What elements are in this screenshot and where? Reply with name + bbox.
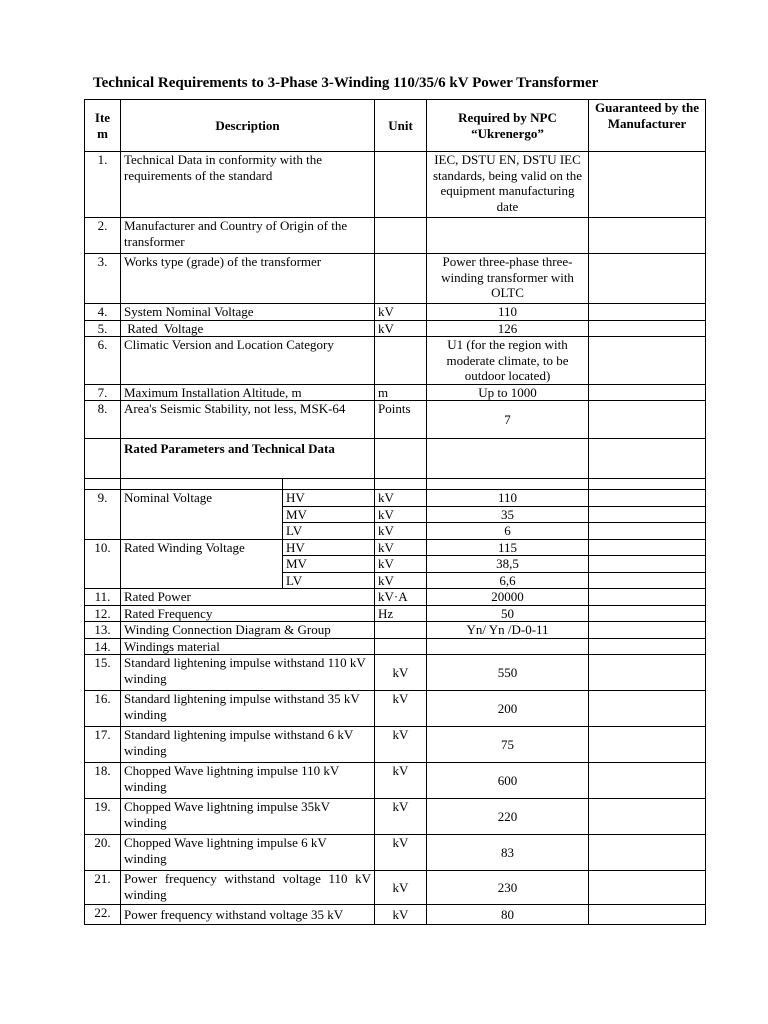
- row-unit: kV: [375, 835, 427, 871]
- item-number: 4.: [85, 304, 121, 321]
- sub-label: MV: [283, 556, 375, 573]
- row-unit: m: [375, 384, 427, 401]
- guaranteed-cell: [589, 691, 706, 727]
- item-number: 17.: [85, 727, 121, 763]
- item-number: 16.: [85, 691, 121, 727]
- row-unit: kV: [375, 506, 427, 523]
- row-description: Standard lightening impulse withstand 110 kV winding: [121, 655, 375, 691]
- guaranteed-cell: [589, 905, 706, 925]
- sub-label: LV: [283, 523, 375, 540]
- row-description: Standard lightening impulse withstand 35 kV winding: [121, 691, 375, 727]
- guaranteed-cell: [589, 218, 706, 254]
- row-required-value: 35: [427, 506, 589, 523]
- table-row: [85, 905, 706, 925]
- guaranteed-cell: [589, 320, 706, 337]
- row-description: Works type (grade) of the transformer: [121, 254, 375, 304]
- row-unit: [375, 337, 427, 385]
- row-required-value: Power three-phase three-winding transformer with OLTC: [427, 254, 589, 304]
- row-unit: kV: [375, 871, 427, 905]
- item-number: 11.: [85, 589, 121, 606]
- guaranteed-cell: [589, 638, 706, 655]
- row-required-value: 20000: [427, 589, 589, 606]
- table-row: [85, 605, 706, 622]
- guaranteed-cell: [589, 523, 706, 540]
- row-unit: kV: [375, 304, 427, 321]
- guaranteed-cell: [589, 384, 706, 401]
- row-description: Windings material: [121, 638, 375, 655]
- guaranteed-cell: [589, 727, 706, 763]
- row-required-value: 80: [427, 905, 589, 925]
- row-description: System Nominal Voltage: [121, 304, 375, 321]
- row-description: Winding Connection Diagram & Group: [121, 622, 375, 639]
- sub-label: HV: [283, 490, 375, 507]
- row-description: Technical Data in conformity with the requirements of the standard: [121, 152, 375, 218]
- row-unit: kV: [375, 763, 427, 799]
- table-row: [85, 490, 706, 507]
- header-row: [85, 100, 706, 152]
- item-number: 8.: [85, 401, 121, 439]
- row-description: Chopped Wave lightning impulse 35kV winding: [121, 799, 375, 835]
- table-row: [85, 304, 706, 321]
- requirements-table: [84, 99, 706, 925]
- table-row: [85, 539, 706, 556]
- row-unit: [375, 152, 427, 218]
- row-unit: kV: [375, 727, 427, 763]
- row-description: Chopped Wave lightning impulse 110 kV winding: [121, 763, 375, 799]
- row-unit: kV: [375, 490, 427, 507]
- row-unit: [375, 218, 427, 254]
- row-required-value: 200: [427, 691, 589, 727]
- row-required-value: 38,5: [427, 556, 589, 573]
- sub-label: MV: [283, 506, 375, 523]
- header-item: Ite m: [85, 100, 121, 152]
- header-guaranteed: Guaranteed by the Manufacturer: [589, 100, 706, 152]
- row-description: Climatic Version and Location Category: [121, 337, 375, 385]
- section-heading: Rated Parameters and Technical Data: [121, 439, 375, 479]
- row-required-value: 6: [427, 523, 589, 540]
- table-row: [85, 152, 706, 218]
- row-required-value: [427, 638, 589, 655]
- table-row: [85, 835, 706, 871]
- row-description: Chopped Wave lightning impulse 6 kV winding: [121, 835, 375, 871]
- table-row: [85, 384, 706, 401]
- guaranteed-cell: [589, 835, 706, 871]
- row-required-value: 126: [427, 320, 589, 337]
- table-row: [85, 727, 706, 763]
- item-number: 12.: [85, 605, 121, 622]
- row-unit: kV: [375, 320, 427, 337]
- row-unit: kV: [375, 556, 427, 573]
- guaranteed-cell: [589, 539, 706, 556]
- row-required-value: Up to 1000: [427, 384, 589, 401]
- header-description: Description: [121, 100, 375, 152]
- table-row: [85, 401, 706, 439]
- table-row: [85, 871, 706, 905]
- item-number: 10.: [85, 539, 121, 589]
- row-unit: kV: [375, 572, 427, 589]
- guaranteed-cell: [589, 337, 706, 385]
- table-row: [85, 320, 706, 337]
- table-row: [85, 218, 706, 254]
- guaranteed-cell: [589, 589, 706, 606]
- item-number: 7.: [85, 384, 121, 401]
- row-unit: kV: [375, 655, 427, 691]
- guaranteed-cell: [589, 763, 706, 799]
- guaranteed-cell: [589, 605, 706, 622]
- row-required-value: 110: [427, 490, 589, 507]
- guaranteed-cell: [589, 655, 706, 691]
- table-row: [85, 763, 706, 799]
- row-description: Standard lightening impulse withstand 6 kV winding: [121, 727, 375, 763]
- row-required-value: 115: [427, 539, 589, 556]
- table-row: [85, 638, 706, 655]
- item-number: 2.: [85, 218, 121, 254]
- guaranteed-cell: [589, 401, 706, 439]
- guaranteed-cell: [589, 622, 706, 639]
- guaranteed-cell: [589, 304, 706, 321]
- row-required-value: 83: [427, 835, 589, 871]
- row-description: Rated Winding Voltage: [121, 539, 283, 589]
- row-unit: kV: [375, 905, 427, 925]
- item-number: 18.: [85, 763, 121, 799]
- table-row: [85, 691, 706, 727]
- row-required-value: 110: [427, 304, 589, 321]
- row-unit: [375, 254, 427, 304]
- row-required-value: 220: [427, 799, 589, 835]
- row-unit: Hz: [375, 605, 427, 622]
- header-required: Required by NPC “Ukrenergo”: [427, 100, 589, 152]
- guaranteed-cell: [589, 799, 706, 835]
- row-required-value: 6,6: [427, 572, 589, 589]
- item-number: 14.: [85, 638, 121, 655]
- table-row: [85, 337, 706, 385]
- row-description: Power frequency withstand voltage 110 kV winding: [121, 871, 375, 905]
- row-description: Rated Frequency: [121, 605, 375, 622]
- item-number: 19.: [85, 799, 121, 835]
- row-unit: [375, 622, 427, 639]
- section-row: [85, 439, 706, 479]
- header-unit: Unit: [375, 100, 427, 152]
- spacer-row: [85, 479, 706, 490]
- item-number: 6.: [85, 337, 121, 385]
- row-description: Nominal Voltage: [121, 490, 283, 540]
- item-number: 13.: [85, 622, 121, 639]
- guaranteed-cell: [589, 490, 706, 507]
- table-row: [85, 655, 706, 691]
- guaranteed-cell: [589, 572, 706, 589]
- row-unit: kV: [375, 691, 427, 727]
- row-unit: kV: [375, 799, 427, 835]
- row-unit: kV·A: [375, 589, 427, 606]
- row-required-value: 230: [427, 871, 589, 905]
- row-description: Power frequency withstand voltage 35 kV: [121, 905, 375, 925]
- row-required-value: 50: [427, 605, 589, 622]
- guaranteed-cell: [589, 556, 706, 573]
- row-required-value: U1 (for the region with moderate climate, to be outdoor located): [427, 337, 589, 385]
- item-number: 9.: [85, 490, 121, 540]
- guaranteed-cell: [589, 506, 706, 523]
- item-number: 21.: [85, 871, 121, 905]
- item-number: 15.: [85, 655, 121, 691]
- row-description: Maximum Installation Altitude, m: [121, 384, 375, 401]
- row-unit: [375, 638, 427, 655]
- row-unit: kV: [375, 523, 427, 540]
- row-description: Manufacturer and Country of Origin of the transformer: [121, 218, 375, 254]
- row-required-value: Yn/ Yn /D-0-11: [427, 622, 589, 639]
- row-unit: kV: [375, 539, 427, 556]
- row-required-value: 550: [427, 655, 589, 691]
- guaranteed-cell: [589, 871, 706, 905]
- sub-label: LV: [283, 572, 375, 589]
- row-description: Area's Seismic Stability, not less, MSK-64: [121, 401, 375, 439]
- row-unit: Points: [375, 401, 427, 439]
- table-row: [85, 622, 706, 639]
- guaranteed-cell: [589, 254, 706, 304]
- table-row: [85, 589, 706, 606]
- item-number: 20.: [85, 835, 121, 871]
- item-number: 22.: [85, 905, 121, 925]
- item-number: 1.: [85, 152, 121, 218]
- table-row: [85, 254, 706, 304]
- row-required-value: 75: [427, 727, 589, 763]
- guaranteed-cell: [589, 152, 706, 218]
- item-number: 5.: [85, 320, 121, 337]
- item-number: 3.: [85, 254, 121, 304]
- sub-label: HV: [283, 539, 375, 556]
- document-title: Technical Requirements to 3-Phase 3-Winding 110/35/6 kV Power Transformer: [93, 75, 599, 91]
- row-required-value: 600: [427, 763, 589, 799]
- row-required-value: [427, 218, 589, 254]
- table-row: [85, 799, 706, 835]
- row-required-value: 7: [427, 401, 589, 439]
- row-required-value: IEC, DSTU EN, DSTU IEC standards, being valid on the equipment manufacturing date: [427, 152, 589, 218]
- row-description: Rated Voltage: [121, 320, 375, 337]
- row-description: Rated Power: [121, 589, 375, 606]
